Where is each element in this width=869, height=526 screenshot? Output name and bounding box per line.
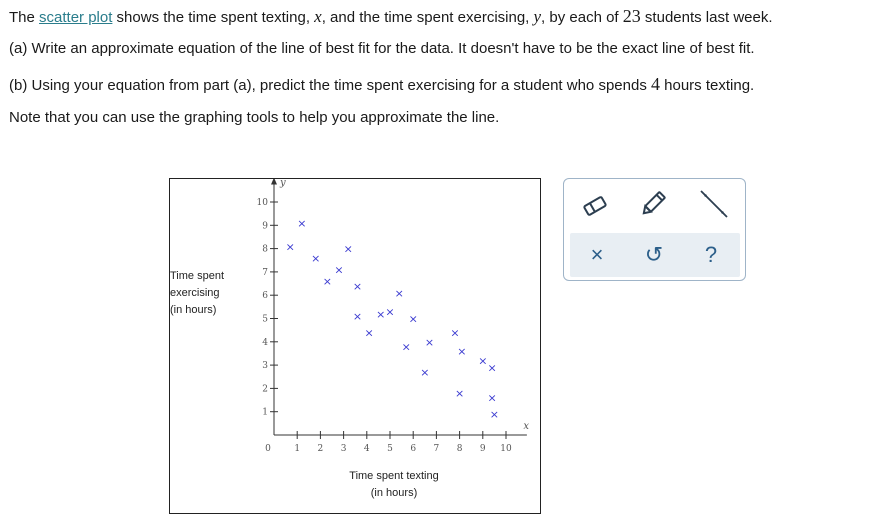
data-point: × bbox=[457, 345, 467, 359]
x-tick-label: 8 bbox=[456, 444, 463, 454]
data-point: × bbox=[385, 305, 395, 319]
help-button[interactable]: ? bbox=[704, 242, 718, 267]
data-point: × bbox=[322, 275, 332, 289]
data-point: × bbox=[489, 408, 500, 422]
y-tick-label: 4 bbox=[262, 337, 268, 348]
text: , by each of bbox=[541, 9, 623, 26]
data-point: × bbox=[376, 307, 386, 321]
text: students last week. bbox=[640, 9, 773, 26]
graph-frame[interactable] bbox=[169, 178, 541, 514]
y-tick-label: 8 bbox=[262, 244, 268, 255]
scatter-plot-link[interactable]: scatter plot bbox=[39, 9, 113, 26]
y-tick-label: 7 bbox=[262, 267, 268, 278]
y-tick-label: 3 bbox=[262, 361, 268, 372]
text: , and the time spent exercising, bbox=[321, 9, 534, 26]
x-axis-symbol: x bbox=[523, 421, 530, 432]
data-point: × bbox=[364, 326, 374, 340]
data-point: × bbox=[478, 354, 488, 368]
data-point: × bbox=[343, 242, 353, 256]
y-tick-label: 6 bbox=[262, 291, 268, 302]
data-point: × bbox=[352, 279, 363, 293]
text: hours texting. bbox=[659, 77, 755, 94]
data-point: × bbox=[487, 391, 497, 405]
data-point: × bbox=[487, 361, 497, 375]
question-part-a: (a) Write an approximate equation of the line of best fit for the data. It doesn't have to be the exact line of best fit. bbox=[9, 40, 755, 57]
data-point: × bbox=[420, 366, 430, 380]
x-tick-label: 6 bbox=[410, 444, 417, 454]
texting-hours: 4 bbox=[650, 74, 660, 94]
student-count: 23 bbox=[622, 6, 641, 26]
data-point: × bbox=[454, 387, 465, 401]
data-point: × bbox=[311, 251, 321, 265]
data-point: × bbox=[408, 312, 418, 326]
data-point: × bbox=[401, 340, 411, 354]
data-point: × bbox=[424, 335, 435, 349]
note-text: Note that you can use the graphing tools to help you approximate the line. bbox=[9, 109, 500, 126]
scatter-plot[interactable] bbox=[170, 179, 540, 513]
text: shows the time spent texting, bbox=[112, 9, 315, 26]
question-paragraph-1 bbox=[9, 6, 773, 28]
x-tick-label: 10 bbox=[500, 444, 512, 454]
data-point: × bbox=[334, 263, 344, 277]
x-tick-label: 7 bbox=[433, 444, 440, 454]
y-axis-label-line-2: exercising bbox=[170, 287, 220, 299]
origin-label: 0 bbox=[265, 444, 271, 454]
y-axis-symbol: y bbox=[280, 179, 286, 189]
y-tick-label: 10 bbox=[256, 198, 268, 208]
undo-button[interactable]: ↺ bbox=[644, 242, 664, 267]
y-tick-label: 1 bbox=[262, 407, 268, 418]
y-tick-label: 9 bbox=[262, 221, 268, 232]
data-point: × bbox=[285, 240, 295, 254]
x-tick-label: 9 bbox=[479, 444, 486, 454]
data-point: × bbox=[450, 326, 460, 340]
y-axis-label-line-1: Time spent bbox=[170, 270, 225, 282]
text: (b) Using your equation from part (a), predict the time spent exercising for a student who spends bbox=[9, 77, 651, 94]
x-tick-label: 3 bbox=[340, 444, 347, 454]
y-tick-label: 2 bbox=[262, 384, 268, 395]
data-point: × bbox=[297, 216, 307, 230]
eraser-icon[interactable] bbox=[578, 189, 612, 223]
var-y: y bbox=[533, 7, 542, 26]
y-tick-label: 5 bbox=[262, 314, 268, 325]
x-tick-label: 4 bbox=[363, 444, 370, 454]
x-axis-label-line-1: Time spent texting bbox=[349, 470, 439, 482]
data-point: × bbox=[394, 286, 404, 300]
line-tool-icon[interactable] bbox=[697, 187, 731, 221]
x-axis-label-line-2: (in hours) bbox=[370, 487, 418, 499]
data-point: × bbox=[352, 310, 363, 324]
x-tick-label: 2 bbox=[317, 444, 324, 454]
y-axis-label-line-3: (in hours) bbox=[170, 304, 217, 316]
x-tick-label: 1 bbox=[294, 444, 301, 454]
text: The bbox=[9, 9, 40, 26]
var-x: x bbox=[314, 7, 322, 26]
x-tick-label: 5 bbox=[387, 444, 393, 454]
question-part-b bbox=[9, 74, 754, 96]
y-axis-arrow bbox=[271, 179, 277, 185]
clear-button[interactable]: × bbox=[590, 242, 604, 267]
graphing-toolbox bbox=[563, 178, 746, 281]
pencil-icon[interactable] bbox=[636, 187, 670, 221]
